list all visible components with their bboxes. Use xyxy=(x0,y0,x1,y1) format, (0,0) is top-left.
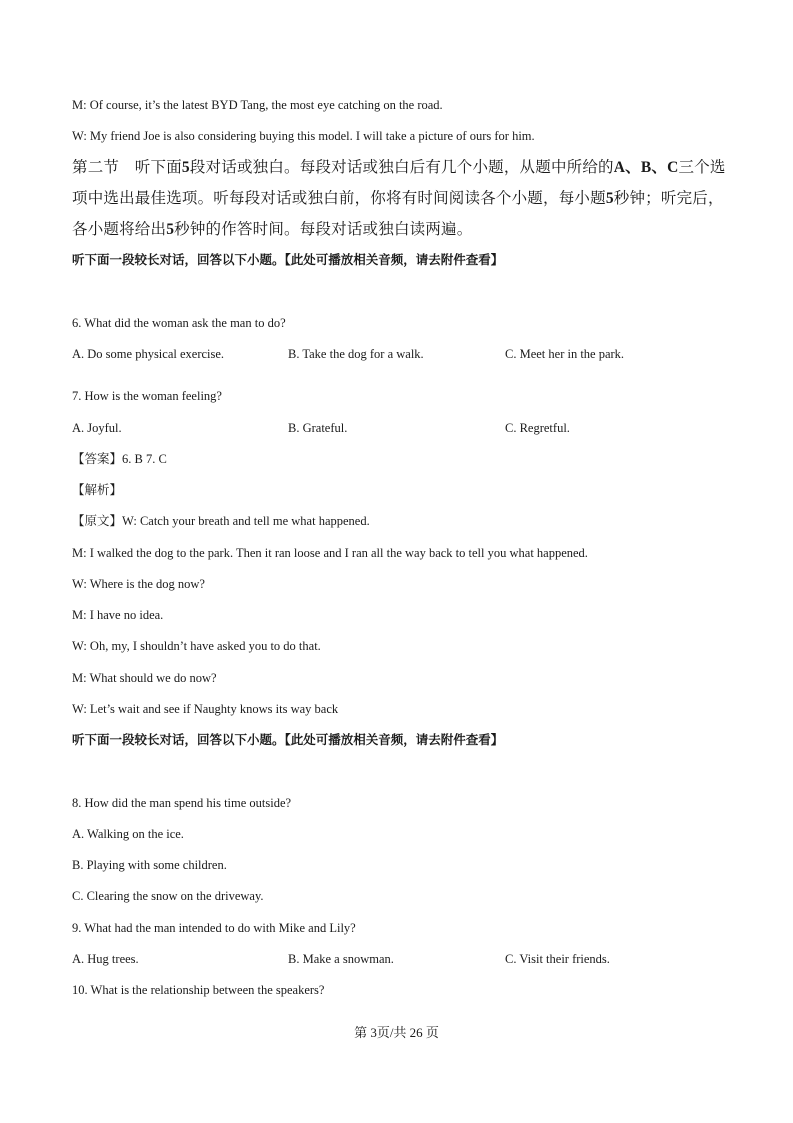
transcript-line: M: I walked the dog to the park. Then it ran loose and I ran all the way back to tell you what happened. xyxy=(72,546,588,560)
analysis-label: 【解析】 xyxy=(72,482,123,497)
q7-option-b: B. Grateful. xyxy=(288,421,348,435)
q8-option-a: A. Walking on the ice. xyxy=(72,827,184,841)
dialogue-line-2: W: My friend Joe is also considering buying this model. I will take a picture of ours for him. xyxy=(72,129,535,143)
section-2-instructions: 第二节 听下面5段对话或独白。每段对话或独白后有几个小题，从题中所给的A、B、C三个选项中选出最佳选项。听每段对话或独白前，你将有时间阅读各个小题，每小题5秒钟；听完后，各小题将给出5秒钟的作答时间。每段对话或独白读两遍。 xyxy=(72,158,726,238)
transcript-line: W: Oh, my, I shouldn’t have asked you to do that. xyxy=(72,639,321,653)
q8-option-c: C. Clearing the snow on the driveway. xyxy=(72,889,264,903)
q6-question: 6. What did the woman ask the man to do? xyxy=(72,316,286,330)
listening-instruction-1: 听下面一段较长对话，回答以下小题。【此处可播放相关音频，请去附件查看】 xyxy=(72,252,504,267)
dialogue-line-1: M: Of course, it’s the latest BYD Tang, the most eye catching on the road. xyxy=(72,98,443,112)
q8-option-b: B. Playing with some children. xyxy=(72,858,227,872)
q6-option-a: A. Do some physical exercise. xyxy=(72,347,225,361)
listening-instruction-2: 听下面一段较长对话，回答以下小题。【此处可播放相关音频，请去附件查看】 xyxy=(72,732,504,747)
q7-question: 7. How is the woman feeling? xyxy=(72,389,222,403)
q6-option-b: B. Take the dog for a walk. xyxy=(288,347,424,361)
transcript-line: M: What should we do now? xyxy=(72,671,217,685)
q9-option-a: A. Hug trees. xyxy=(72,952,139,966)
answer-line xyxy=(72,451,167,467)
transcript-line: M: I have no idea. xyxy=(72,608,164,622)
transcript-line: W: Let’s wait and see if Naughty knows its way back xyxy=(72,702,339,716)
answer-text: 6. B 7. C xyxy=(122,452,167,466)
q9-option-b: B. Make a snowman. xyxy=(288,952,394,966)
q7-option-c: C. Regretful. xyxy=(505,421,570,435)
q8-question: 8. How did the man spend his time outside? xyxy=(72,796,292,810)
q9-question: 9. What had the man intended to do with Mike and Lily? xyxy=(72,921,356,935)
q10-question: 10. What is the relationship between the speakers? xyxy=(72,983,325,997)
q7-option-a: A. Joyful. xyxy=(72,421,122,435)
q6-option-c: C. Meet her in the park. xyxy=(505,347,625,361)
transcript-first-line: 【原文】W: Catch your breath and tell me what happened. xyxy=(72,513,370,528)
answer-label: 【答案】 xyxy=(72,451,123,466)
transcript-line: W: Where is the dog now? xyxy=(72,577,205,591)
transcript-label: 【原文】 xyxy=(72,513,123,528)
page-footer: 第 3页/共 26 页 xyxy=(354,1025,439,1040)
q9-option-c: C. Visit their friends. xyxy=(505,952,610,966)
